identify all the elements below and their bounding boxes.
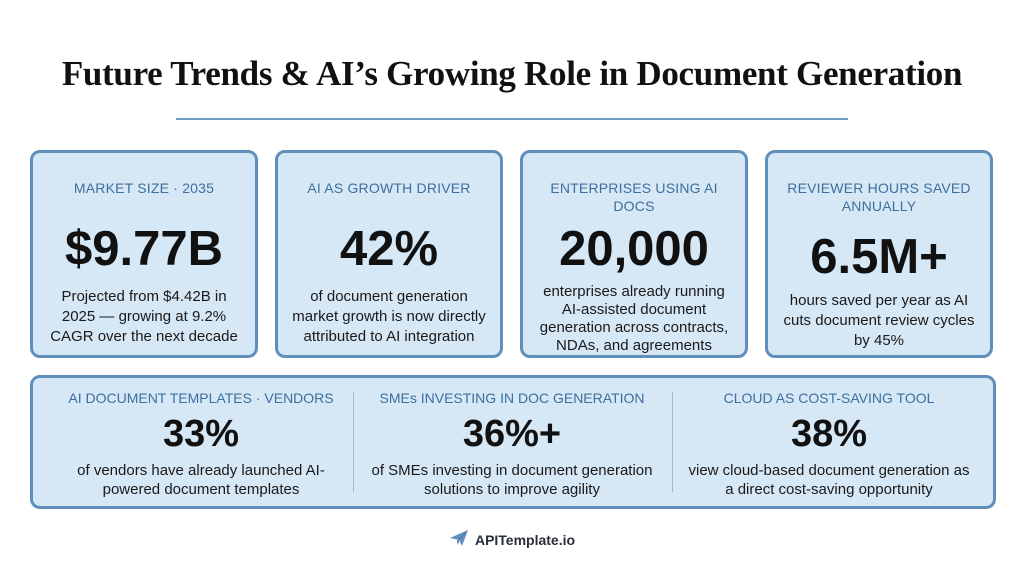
wide-stat-value: 33% — [162, 413, 240, 455]
stat-card-market-size — [30, 150, 258, 358]
page-title: Future Trends & AI’s Growing Role in Document Generation — [61, 54, 963, 93]
stat-card-value: 20,000 — [559, 222, 709, 276]
wide-stat-description: of SMEs investing in document generation solutions to improve agility — [371, 462, 653, 498]
stat-card-value: $9.77B — [64, 222, 223, 276]
stat-card-label: AI AS GROWTH DRIVER — [307, 180, 471, 196]
wide-stat-label: SMEs INVESTING IN DOC GENERATION — [379, 390, 645, 406]
column-divider — [672, 392, 673, 492]
paper-plane-icon — [449, 528, 469, 553]
column-divider — [353, 392, 354, 492]
wide-stat-value: 36%+ — [462, 413, 562, 455]
stat-card-enterprises — [520, 150, 748, 358]
wide-stat-smes — [361, 378, 663, 506]
stat-card-reviewer-hours — [765, 150, 993, 358]
stat-card-label: ENTERPRISES USING AI DOCS — [550, 180, 718, 214]
title-divider — [176, 118, 848, 120]
wide-stat-cloud — [681, 378, 977, 506]
stat-card-value: 6.5M+ — [810, 230, 948, 284]
stat-card-value: 42% — [339, 222, 439, 276]
stat-card-ai-growth-driver — [275, 150, 503, 358]
stat-card-description: of document generation market growth is now directly attributed to AI integration — [292, 288, 486, 345]
wide-stat-vendors — [51, 378, 351, 506]
wide-stat-label: AI DOCUMENT TEMPLATES · VENDORS — [68, 390, 334, 406]
brand-name: APITemplate.io — [474, 532, 576, 548]
stat-card-description: Projected from $4.42B in 2025 — growing at 9.2% CAGR over the next decade — [50, 288, 238, 345]
wide-stats-panel — [30, 375, 996, 509]
brand-footer — [0, 528, 1024, 552]
wide-stat-description: of vendors have already launched AI-powered document templates — [77, 462, 325, 498]
stat-card-label: MARKET SIZE · 2035 — [73, 180, 215, 196]
wide-stat-value: 38% — [790, 413, 868, 455]
stat-card-label: REVIEWER HOURS SAVED ANNUALLY — [787, 180, 971, 214]
stat-card-description: hours saved per year as AI cuts document review cycles by 45% — [783, 292, 975, 349]
wide-stat-description: view cloud-based document generation as a direct cost-saving opportunity — [688, 462, 970, 498]
wide-stat-label: CLOUD AS COST-SAVING TOOL — [723, 390, 935, 406]
stat-card-description: enterprises already running AI-assisted document generation across contracts, NDAs, and agreements — [539, 283, 729, 354]
